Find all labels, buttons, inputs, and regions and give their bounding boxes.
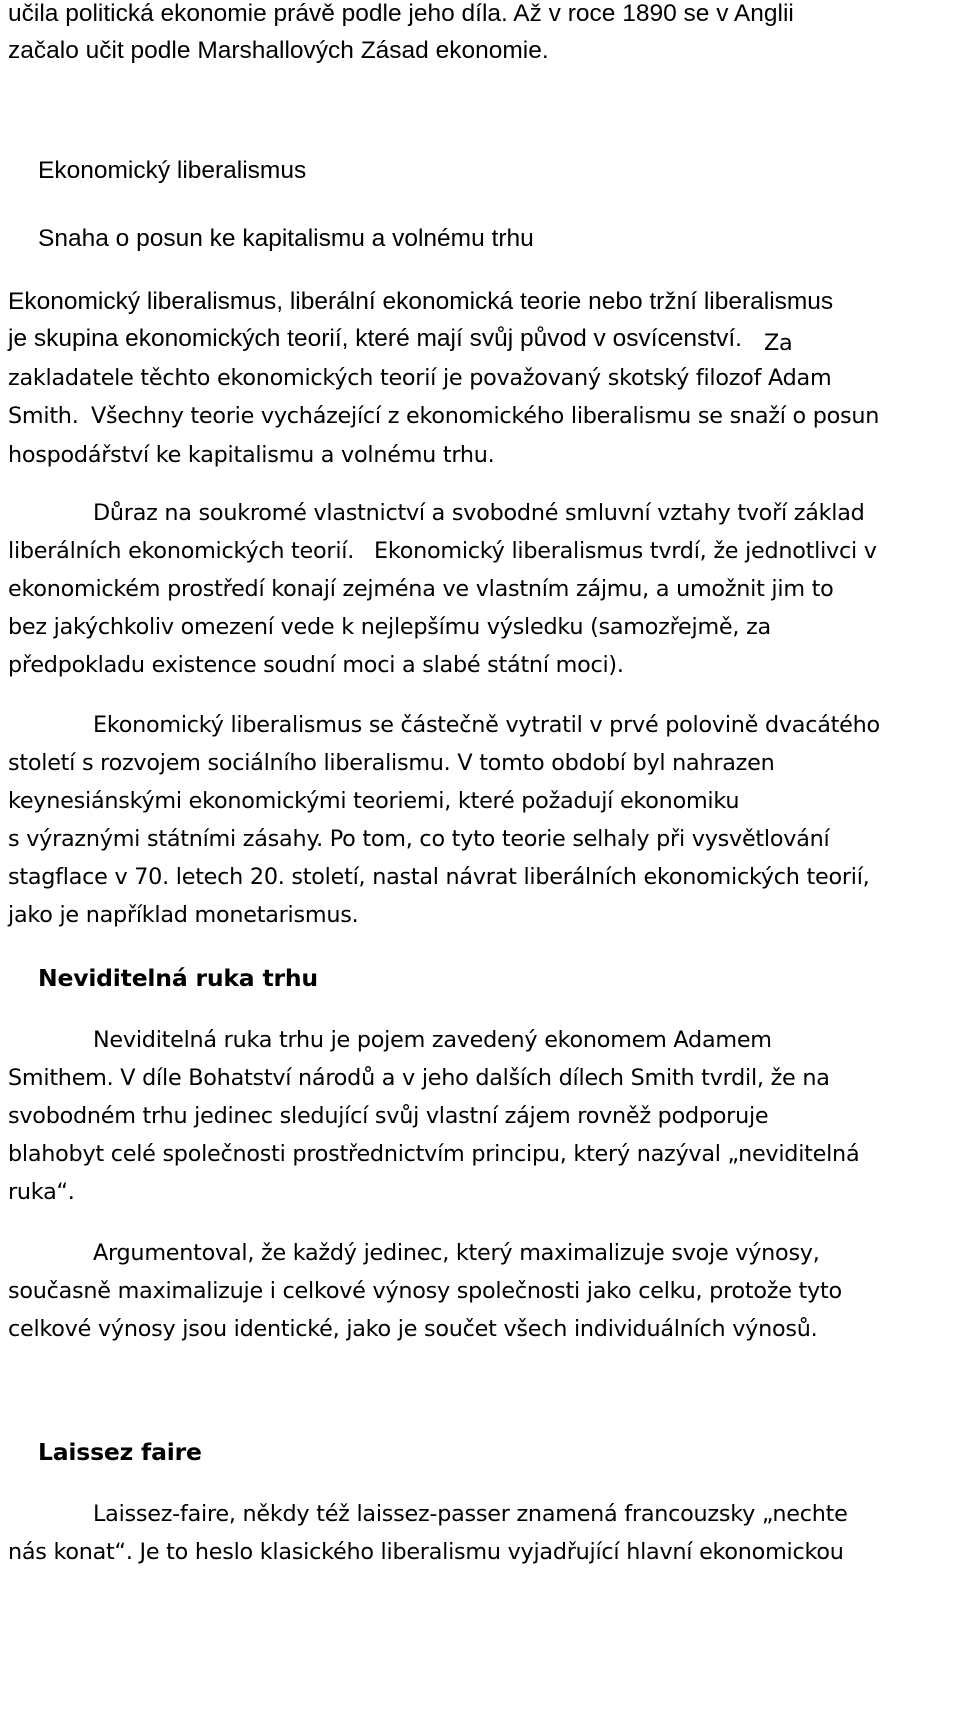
text-line: Ekonomický liberalismus, liberální ekonomická teorie nebo tržní liberalismus	[8, 288, 834, 315]
text-line: Neviditelná ruka trhu je pojem zavedený ekonomem Adamem	[93, 1027, 772, 1053]
text-line: nás konat“. Je to heslo klasického liberalismu vyjadřující hlavní ekonomickou	[8, 1539, 844, 1565]
text-line: století s rozvojem sociálního liberalismu. V tomto období byl nahrazen	[8, 750, 775, 776]
text-line: hospodářství ke kapitalismu a volnému trhu.	[8, 442, 495, 468]
text-line: Za	[764, 330, 793, 356]
text-line: liberálních ekonomických teorií.	[8, 538, 355, 564]
text-line: Důraz na soukromé vlastnictví a svobodné smluvní vztahy tvoří základ	[93, 500, 865, 526]
text-line: svobodném trhu jedinec sledující svůj vlastní zájem rovněž podporuje	[8, 1103, 769, 1129]
text-line: začalo učit podle Marshallových Zásad ekonomie.	[8, 37, 549, 64]
text-line: bez jakýchkoliv omezení vede k nejlepšímu výsledku (samozřejmě, za	[8, 614, 771, 640]
text-line: jako je například monetarismus.	[8, 902, 359, 928]
text-line: Smithem. V díle Bohatství národů a v jeho dalších dílech Smith tvrdil, že na	[8, 1065, 830, 1091]
section-heading: Laissez faire	[38, 1438, 202, 1466]
section-title: Ekonomický liberalismus	[38, 157, 307, 184]
text-line: Ekonomický liberalismus tvrdí, že jednotlivci v	[374, 538, 877, 564]
text-line: Argumentoval, že každý jedinec, který maximalizuje svoje výnosy,	[93, 1240, 820, 1266]
text-line: blahobyt celé společnosti prostřednictvím principu, který nazýval „neviditelná	[8, 1141, 860, 1167]
section-heading: Neviditelná ruka trhu	[38, 964, 318, 992]
text-line: Smith.	[8, 403, 79, 429]
text-line: zakladatele těchto ekonomických teorií je považovaný skotský filozof Adam	[8, 365, 832, 391]
text-line: je skupina ekonomických teorií, které mají svůj původ v osvícenství.	[8, 325, 742, 352]
text-line: ruka“.	[8, 1179, 75, 1205]
text-line: současně maximalizuje i celkové výnosy společnosti jako celku, protože tyto	[8, 1278, 842, 1304]
text-line: Všechny teorie vycházející z ekonomického liberalismu se snaží o posun	[91, 403, 880, 429]
text-line: stagflace v 70. letech 20. století, nastal návrat liberálních ekonomických teorií,	[8, 864, 870, 890]
text-line: učila politická ekonomie právě podle jeho díla. Až v roce 1890 se v Anglii	[8, 0, 794, 27]
text-line: keynesiánskými ekonomickými teoriemi, které požadují ekonomiku	[8, 788, 740, 814]
text-line: ekonomickém prostředí konají zejména ve vlastním zájmu, a umožnit jim to	[8, 576, 834, 602]
text-line: s výraznými státními zásahy. Po tom, co tyto teorie selhaly při vysvětlování	[8, 826, 830, 852]
text-line: Ekonomický liberalismus se částečně vytratil v prvé polovině dvacátého	[93, 712, 880, 738]
text-line: Laissez-faire, někdy též laissez-passer znamená francouzsky „nechte	[93, 1501, 848, 1527]
text-line: předpokladu existence soudní moci a slabé státní moci).	[8, 652, 624, 678]
section-subtitle: Snaha o posun ke kapitalismu a volnému trhu	[38, 225, 534, 252]
text-line: celkové výnosy jsou identické, jako je součet všech individuálních výnosů.	[8, 1316, 818, 1342]
